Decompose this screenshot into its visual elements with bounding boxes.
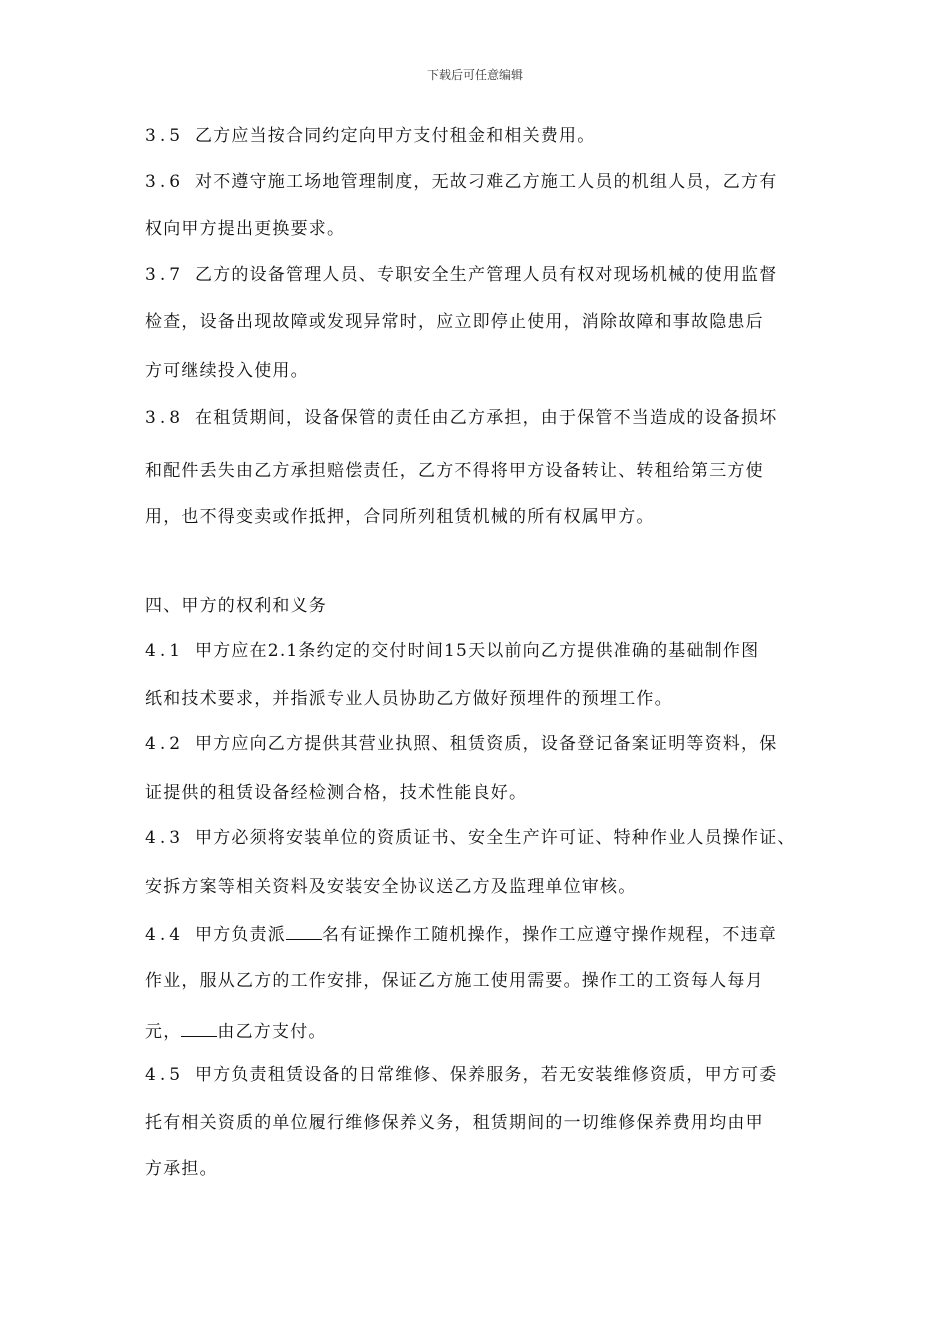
- clause-text: 乙方应当按合同约定向甲方支付租金和相关费用。: [195, 126, 596, 146]
- clause-number: 4.2: [145, 734, 185, 754]
- clause-4-4: [145, 921, 777, 946]
- clause-text: 权向甲方提出更换要求。: [145, 219, 346, 239]
- clause-text: 检查，设备出现故障或发现异常时，应立即停止使用，消除故障和事故隐患后: [145, 312, 764, 332]
- clause-number: 3.6: [145, 172, 185, 192]
- clause-4-4-cont: [145, 1018, 327, 1043]
- clause-3-7-cont: [145, 311, 764, 333]
- clause-number: 3.5: [145, 126, 185, 146]
- clause-text: 甲方必须将安装单位的资质证书、安全生产许可证、特种作业人员操作证、: [195, 828, 796, 848]
- clause-4-4-cont: [145, 970, 764, 992]
- clause-number: 4.3: [145, 828, 185, 848]
- clause-number: 3.7: [145, 265, 185, 285]
- clause-number: 4.4: [145, 925, 185, 945]
- clause-text: 作业，服从乙方的工作安排，保证乙方施工使用需要。操作工的工资每人每月: [145, 971, 764, 991]
- clause-3-6: [145, 171, 777, 193]
- clause-text: 安拆方案等相关资料及安装安全协议送乙方及监理单位审核。: [145, 877, 637, 897]
- clause-text: 证提供的租赁设备经检测合格，技术性能良好。: [145, 783, 528, 803]
- clause-text: 甲方应向乙方提供其营业执照、租赁资质，设备登记备案证明等资料，保: [195, 734, 778, 754]
- clause-text: 纸和技术要求，并指派专业人员协助乙方做好预埋件的预埋工作。: [145, 689, 673, 709]
- clause-text: 在租赁期间，设备保管的责任由乙方承担，由于保管不当造成的设备损坏: [195, 408, 778, 428]
- blank-line: [286, 921, 322, 940]
- clause-4-2: [145, 733, 777, 755]
- clause-4-5-cont: [145, 1158, 218, 1180]
- clause-text: 用，也不得变卖或作抵押，合同所列租赁机械的所有权属甲方。: [145, 507, 655, 527]
- clause-text: 乙方的设备管理人员、专职安全生产管理人员有权对现场机械的使用监督: [195, 265, 778, 285]
- clause-text: 甲方负责派: [195, 925, 286, 945]
- clause-3-7-cont: [145, 360, 309, 382]
- clause-4-2-cont: [145, 782, 527, 804]
- clause-4-3-cont: [145, 876, 636, 898]
- clause-number: 4.1: [145, 641, 185, 661]
- clause-4-5: [145, 1064, 777, 1086]
- clause-3-7: [145, 264, 777, 286]
- clause-text: 对不遵守施工场地管理制度，无故刁难乙方施工人员的机组人员，乙方有: [195, 172, 778, 192]
- clause-text: 和配件丢失由乙方承担赔偿责任，乙方不得将甲方设备转让、转租给第三方使: [145, 461, 764, 481]
- clause-text: 由乙方支付。: [217, 1022, 327, 1042]
- clause-text: 名有证操作工随机操作，操作工应遵守操作规程，不违章: [322, 925, 777, 945]
- page-header: 下载后可任意编辑: [426, 68, 523, 82]
- section-title: 四、甲方的权利和义务: [145, 596, 327, 616]
- clause-text: 甲方负责租赁设备的日常维修、保养服务，若无安装维修资质，甲方可委: [195, 1065, 778, 1085]
- blank-line: [181, 1018, 217, 1037]
- clause-3-5: [145, 125, 595, 147]
- clause-text: 甲方应在2.1条约定的交付时间15天以前向乙方提供准确的基础制作图: [195, 641, 760, 661]
- clause-3-8-cont: [145, 460, 764, 482]
- clause-text: 托有相关资质的单位履行维修保养义务，租赁期间的一切维修保养费用均由甲: [145, 1113, 764, 1133]
- clause-4-1: [145, 640, 759, 662]
- clause-text: 方承担。: [145, 1159, 218, 1179]
- section-heading: [145, 595, 327, 617]
- clause-3-8: [145, 407, 777, 429]
- clause-number: 3.8: [145, 408, 185, 428]
- clause-text: 元，: [145, 1022, 182, 1042]
- clause-text: 方可继续投入使用。: [145, 361, 309, 381]
- clause-4-1-cont: [145, 688, 673, 710]
- clause-4-3: [145, 827, 796, 849]
- clause-4-5-cont: [145, 1112, 764, 1134]
- clause-number: 4.5: [145, 1065, 185, 1085]
- clause-3-6-cont: [145, 218, 345, 240]
- clause-3-8-cont: [145, 506, 655, 528]
